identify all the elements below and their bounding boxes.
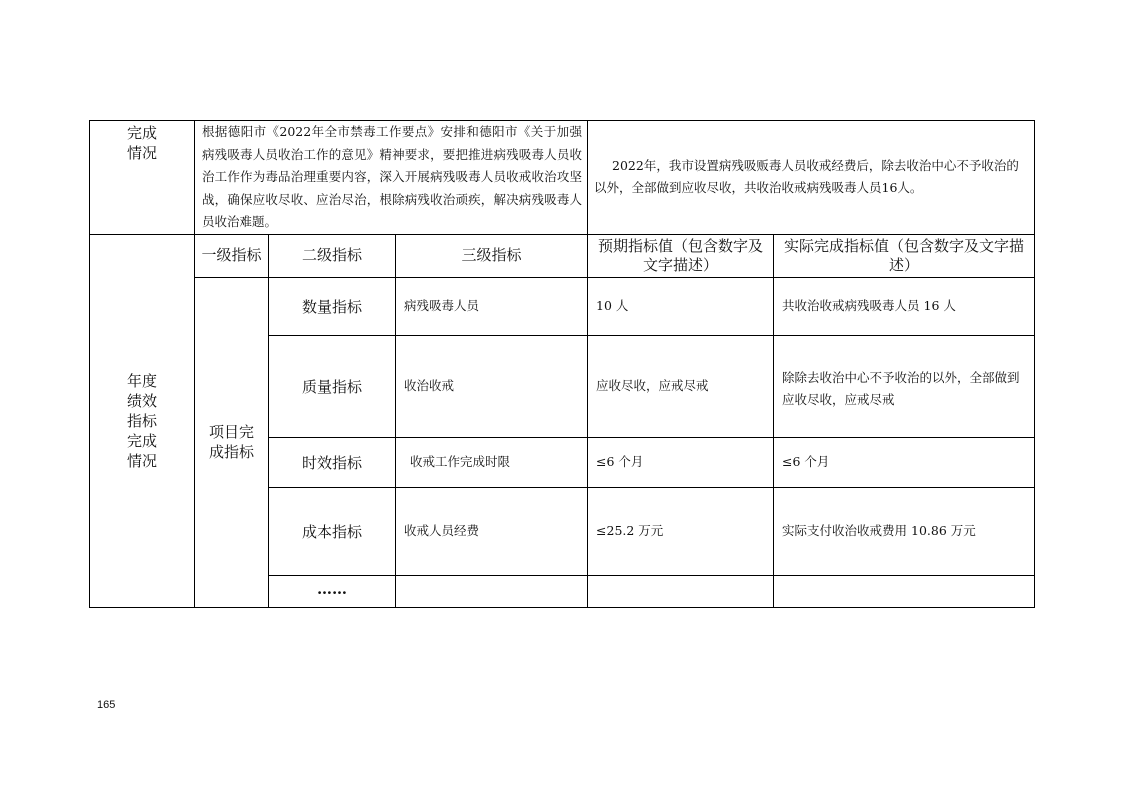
level2-cell: 质量指标	[269, 335, 396, 437]
indicator-header-row	[90, 234, 1035, 277]
level1-value: 项目完成指标	[195, 277, 269, 607]
performance-table	[89, 120, 1035, 608]
actual-cell: 实际支付收治收戒费用 10.86 万元	[774, 487, 1035, 575]
header-level1: 一级指标	[195, 234, 269, 277]
annual-label-line: 完成	[126, 431, 157, 450]
annual-label-line: 绩效	[126, 391, 157, 410]
header-actual: 实际完成指标值（包含数字及文字描述）	[774, 234, 1035, 277]
level2-cell: 时效指标	[269, 437, 396, 487]
level3-cell: 收治收戒	[396, 335, 588, 437]
page-number: 165	[97, 699, 116, 711]
annual-label-line: 年度	[126, 371, 157, 390]
level2-cell: 数量指标	[269, 277, 396, 335]
level3-cell: 收戒人员经费	[396, 487, 588, 575]
expected-cell: ≤25.2 万元	[588, 487, 774, 575]
expected-cell: ≤6 个月	[588, 437, 774, 487]
table-row	[90, 277, 1035, 335]
actual-cell: 共收治收戒病残吸毒人员 16 人	[774, 277, 1035, 335]
actual-cell	[774, 575, 1035, 607]
level2-cell: 成本指标	[269, 487, 396, 575]
completion-basis-text: 根据德阳市《2022年全市禁毒工作要点》安排和德阳市《关于加强病残吸毒人员收治工作的意见》精神要求，要把推进病残吸毒人员收治工作作为毒品治理重要内容，深入开展病残吸毒人员收戒收治攻坚战，确保应收尽收、应治尽治，根除病残收治顽疾，解决病残吸毒人员收治难题。	[195, 121, 588, 235]
completion-result-cell	[588, 121, 1035, 235]
actual-cell: ≤6 个月	[774, 437, 1035, 487]
header-expected: 预期指标值（包含数字及文字描述）	[588, 234, 774, 277]
completion-label-line2: 情况	[126, 144, 157, 162]
level3-cell	[396, 575, 588, 607]
actual-cell: 除除去收治中心不予收治的以外，全部做到应收尽收，应戒尽戒	[774, 335, 1035, 437]
completion-label-line1: 完成	[126, 124, 157, 142]
annual-label-line: 情况	[126, 451, 157, 470]
level3-cell: 收戒工作完成时限	[396, 437, 588, 487]
annual-label-line: 指标	[126, 411, 157, 430]
annual-indicator-label	[90, 234, 195, 607]
level3-cell: 病残吸毒人员	[396, 277, 588, 335]
expected-cell: 10 人	[588, 277, 774, 335]
header-level2: 二级指标	[269, 234, 396, 277]
completion-label	[90, 121, 195, 235]
header-level3: 三级指标	[396, 234, 588, 277]
expected-cell	[588, 575, 774, 607]
completion-result-text: 2022年，我市设置病残吸贩毒人员收戒经费后，除去收治中心不予收治的以外，全部做到应收尽收，共收治收戒病残吸毒人员16人。	[594, 157, 1019, 196]
expected-cell: 应收尽收，应戒尽戒	[588, 335, 774, 437]
level2-cell: ……	[269, 575, 396, 607]
completion-row	[90, 121, 1035, 235]
